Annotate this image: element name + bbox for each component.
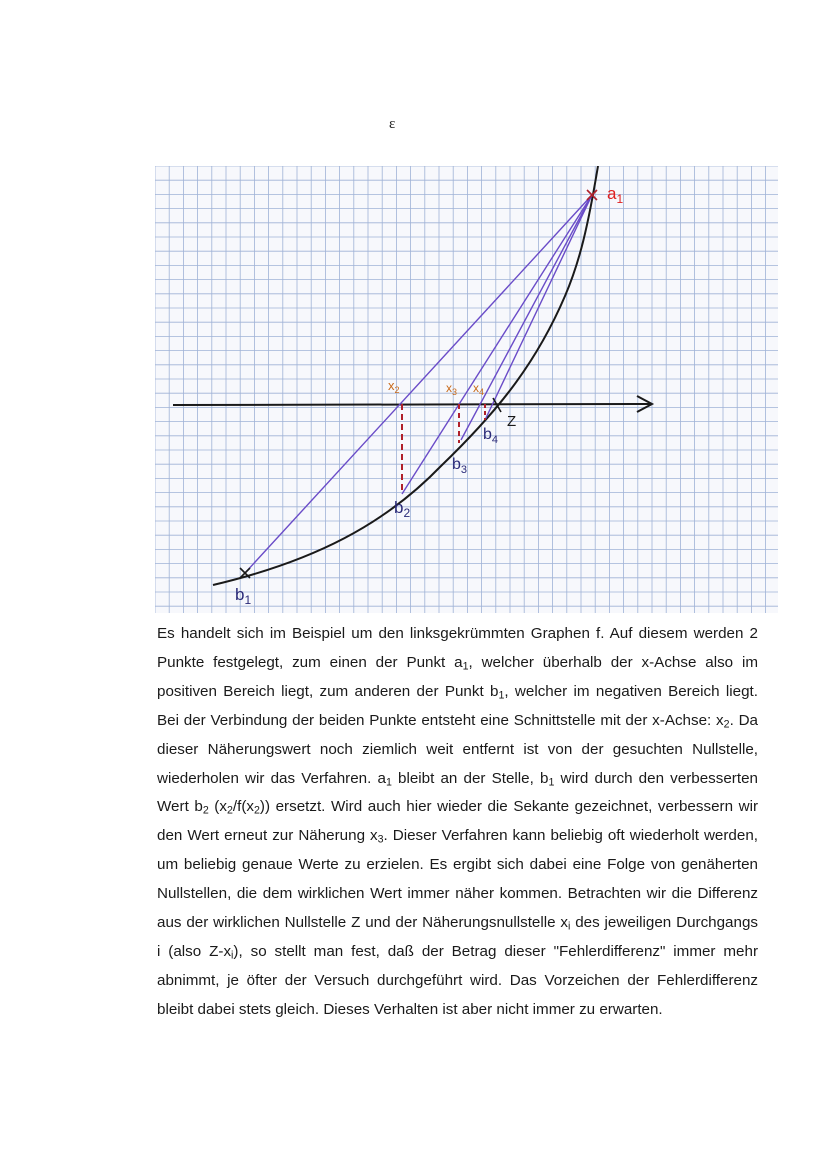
label-a1: $a_1$: [607, 184, 624, 206]
secant-method-figure: [155, 166, 778, 613]
graph-paper: [155, 166, 778, 613]
x-axis: [173, 404, 650, 405]
body-text: [157, 620, 758, 1025]
label-x4: $x_4$: [473, 381, 485, 397]
label-b1: $b_1$: [235, 585, 252, 607]
label-b4: $b_4$: [483, 426, 499, 446]
label-z: Z: [507, 413, 517, 430]
epsilon-symbol: ε: [389, 116, 396, 132]
label-b2: $b_2$: [394, 498, 411, 520]
label-x2: $x_2$: [388, 378, 400, 395]
label-b3: $b_3$: [452, 456, 468, 476]
label-x3: $x_3$: [446, 381, 458, 397]
body-paragraph: Es handelt sich im Beispiel um den linksgekrümmten Graphen f. Auf diesem werden 2 Punkte festgelegt, zum einen der Punkt $a_1$, welcher überhalb der x-Achse also im positiven Bereich liegt, zum anderen der Punkt $b_1$, welcher im negativen Bereich liegt. Bei der Verbindung der beiden Punkte entsteht eine Schnittstelle mit der x-Achse: $x_2$. Da dieser Näherungswert noch ziemlich weit entfernt ist von der gesuchten Nullstelle, wiederholen wir das Verfahren. $a_1$ bleibt an der Stelle, $b_1$ wird durch den verbesserten Wert $b_2$ $(x_2/f(x_2))$ ersetzt. Wird auch hier wieder die Sekante gezeichnet, verbessern wir den Wert erneut zur Näherung $x_3$. Dieser Verfahren kann beliebig oft wiederholt werden, um beliebig genaue Werte zu erzielen. Es ergibt sich dabei eine Folge von genäherten Nullstellen, die dem wirklichen Wert immer näher kommen. Betrachten wir die Differenz aus der wirklichen Nullstelle Z und der Näherungsnullstelle $x_i$ des jeweiligen Durchgangs i (also $Z-x_i$), so stellt man fest, daß der Betrag dieser "Fehlerdifferenz" immer mehr abnimmt, je öfter der Versuch durchgeführt wird. Das Vorzeichen der Fehlerdifferenz bleibt dabei stets gleich. Dieses Verhalten ist aber nicht immer zu erwarten.: [157, 625, 759, 1018]
